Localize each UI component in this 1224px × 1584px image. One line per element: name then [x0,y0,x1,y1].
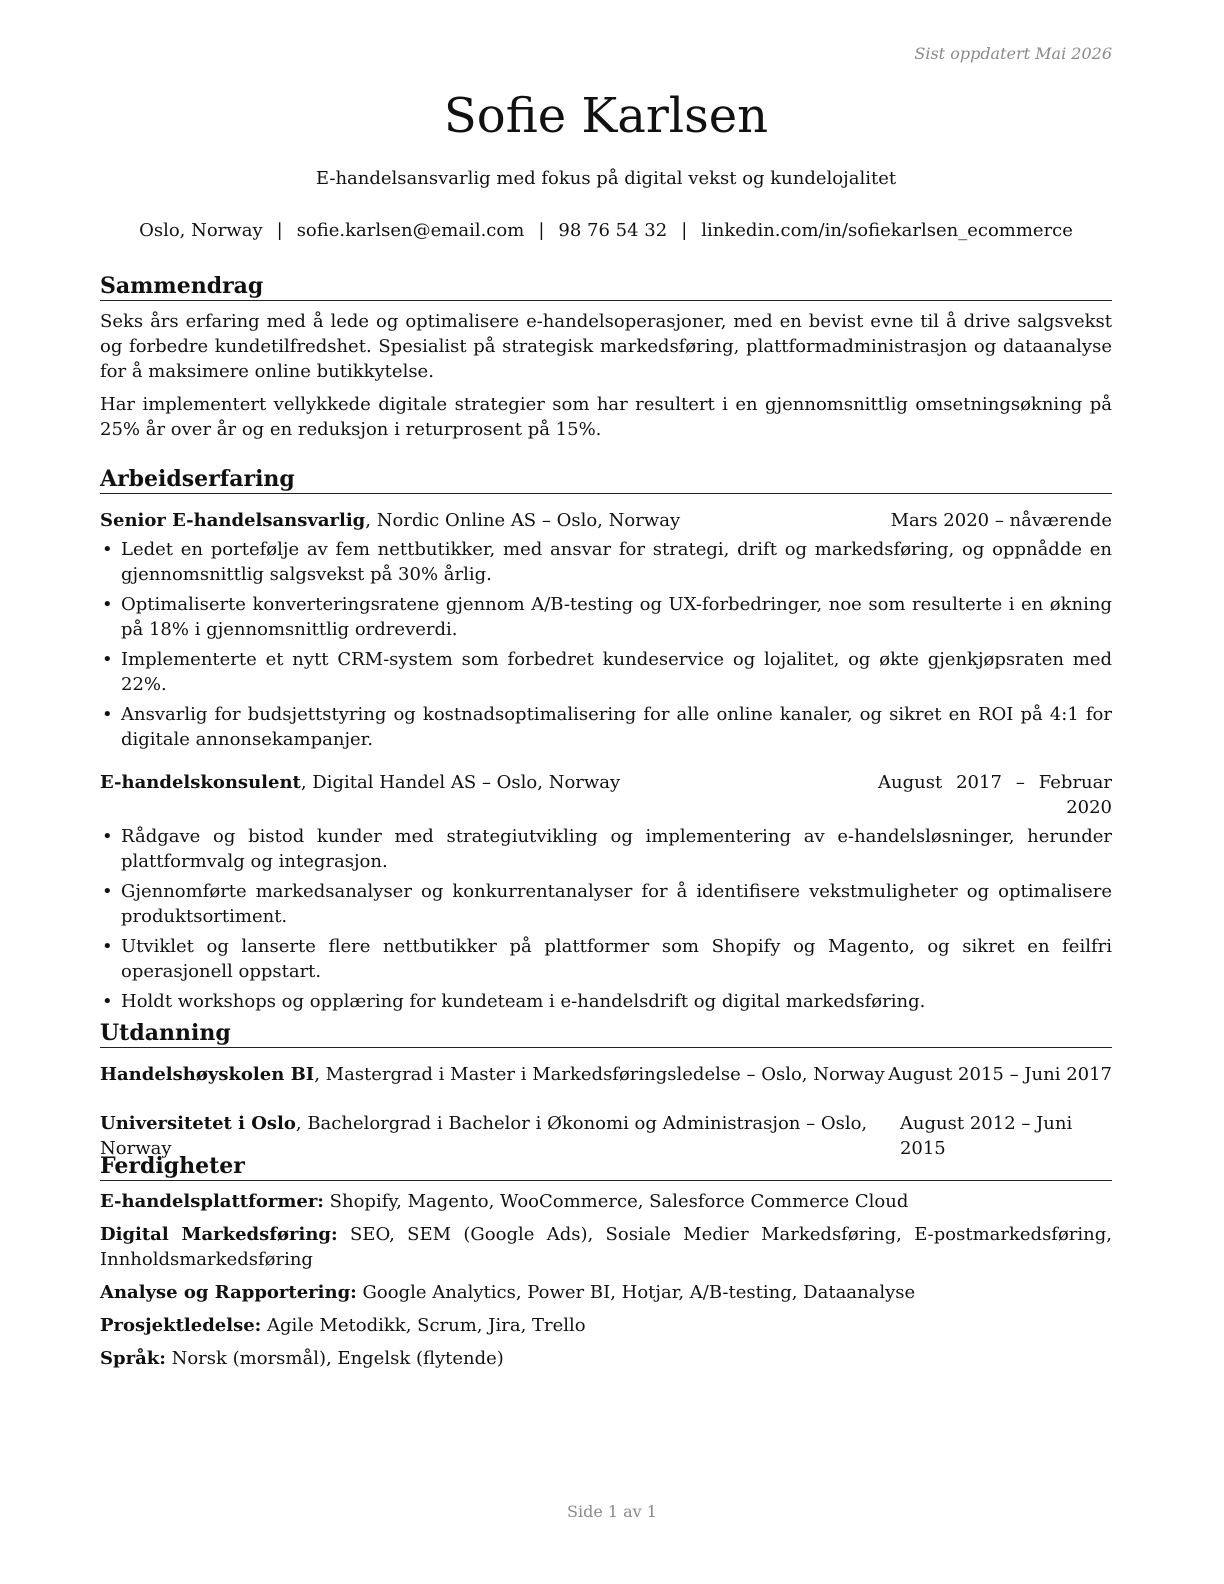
job-header [100,508,1112,533]
skill-label: Analyse og Rapportering: [100,1282,357,1303]
job-company: , Digital Handel AS – Oslo, Norway [300,772,621,793]
education-school: Handelshøyskolen BI [100,1064,315,1085]
bullet-item: • Rådgave og bistod kunder med strategiutvikling og implementering av e-handelsløsninger, herunder plattformvalg og integrasjon. [100,824,1112,874]
bullet-item: • Optimaliserte konverteringsratene gjennom A/B-testing og UX-forbedringer, noe som resulterte i en økning på 18% i gjennomsnittlig ordreverdi. [100,592,1112,642]
job-role: E-handelskonsulent [100,772,301,793]
last-updated: Sist oppdatert Mai 2026 [914,44,1112,63]
job-bullets [100,537,1112,752]
skill-value: Norsk (morsmål), Engelsk (flytende) [165,1348,504,1369]
skill-value: Shopify, Magento, WooCommerce, Salesforce Commerce Cloud [323,1191,909,1212]
education-school: Universitetet i Oslo [100,1113,296,1134]
summary-section [100,272,1112,442]
bullet-item: • Gjennomførte markedsanalyser og konkurrentanalyser for å identifisere vekstmuligheter og optimalisere produktsortiment. [100,879,1112,929]
skill-label: Prosjektledelse: [100,1315,262,1336]
skill-value: Agile Metodikk, Scrum, Jira, Trello [261,1315,586,1336]
section-title-education: Utdanning [100,1019,1112,1048]
bullet-item: • Ledet en portefølje av fem nettbutikker, med ansvar for strategi, drift og markedsføring, og oppnådde en gjennomsnittlig salgsvekst på 30% årlig. [100,537,1112,587]
education-detail: , Mastergrad i Master i Markedsføringsledelse – Oslo, Norway [314,1064,885,1085]
skill-row [100,1280,1112,1305]
contact-location: Oslo, Norway [139,220,263,241]
job-dates: Mars 2020 – nåværende [890,510,1112,531]
bullet-item: • Utviklet og lanserte flere nettbutikker på plattformer som Shopify og Magento, og sikret en feilfri operasjonell oppstart. [100,934,1112,984]
skill-row [100,1313,1112,1338]
job-dates: August 2017 – Februar 2020 [878,772,1112,818]
skill-value: SEO, SEM (Google Ads), Sosiale Medier Markedsføring, E-postmarkedsføring, Innholdsmarkedsføring [100,1224,1112,1270]
experience-section [100,465,1112,1019]
job-company: , Nordic Online AS – Oslo, Norway [365,510,681,531]
job-bullets [100,824,1112,1014]
skill-row [100,1189,1112,1214]
summary-paragraph: Har implementert vellykkede digitale strategier som har resultert i en gjennomsnittlig omsetningsøkning på 25% år over år og en reduksjon i returprosent på 15%. [100,394,1112,440]
job-header [100,770,1112,820]
skill-label: E-handelsplattformer: [100,1191,324,1212]
tagline: E-handelsansvarlig med fokus på digital vekst og kundelojalitet [315,168,897,189]
contact-separator: | [681,220,688,241]
skill-row [100,1346,1112,1371]
education-item [100,1062,1112,1087]
contact-separator: | [276,220,283,241]
bullet-item: • Ansvarlig for budsjettstyring og kostnadsoptimalisering for alle online kanaler, og sikret en ROI på 4:1 for digitale annonsekampanjer. [100,702,1112,752]
resume-page [100,0,1112,1584]
section-title-summary: Sammendrag [100,272,1112,301]
contact-phone: 98 76 54 32 [558,220,668,241]
education-dates: August 2015 – Juni 2017 [888,1064,1112,1085]
candidate-name: Sofie Karlsen [443,88,769,144]
contact-linkedin[interactable]: linkedin.com/in/sofiekarlsen_ecommerce [701,220,1073,241]
job-role: Senior E-handelsansvarlig [100,510,366,531]
skill-row [100,1222,1112,1272]
contact-separator: | [538,220,545,241]
section-title-experience: Arbeidserfaring [100,465,1112,494]
bullet-item: • Holdt workshops og opplæring for kundeteam i e-handelsdrift og digital markedsføring. [100,989,1112,1014]
skills-section [100,1152,1112,1371]
bullet-item: • Implementerte et nytt CRM-system som forbedret kundeservice og lojalitet, og økte gjenkjøpsraten med 22%. [100,647,1112,697]
summary-paragraph: Seks års erfaring med å lede og optimalisere e-handelsoperasjoner, med en bevist evne til å drive salgsvekst og forbedre kundetilfredshet. Spesialist på strategisk markedsføring, plattformadministrasjon og dataanalyse for å maksimere online butikkytelse. [100,311,1112,382]
education-section [100,1019,1112,1161]
skill-label: Digital Markedsføring: [100,1224,338,1245]
contact-email[interactable]: sofie.karlsen@email.com [296,220,525,241]
page-number: Side 1 av 1 [567,1502,657,1521]
contact-line [100,220,1112,241]
skill-value: Google Analytics, Power BI, Hotjar, A/B-testing, Dataanalyse [356,1282,916,1303]
skill-label: Språk: [100,1348,166,1369]
education-dates: August 2012 – Juni 2015 [899,1113,1073,1159]
education-detail: , Bachelorgrad i Bachelor i Økonomi og Administrasjon – Oslo, Norway [100,1113,868,1159]
section-title-skills: Ferdigheter [100,1152,1112,1181]
